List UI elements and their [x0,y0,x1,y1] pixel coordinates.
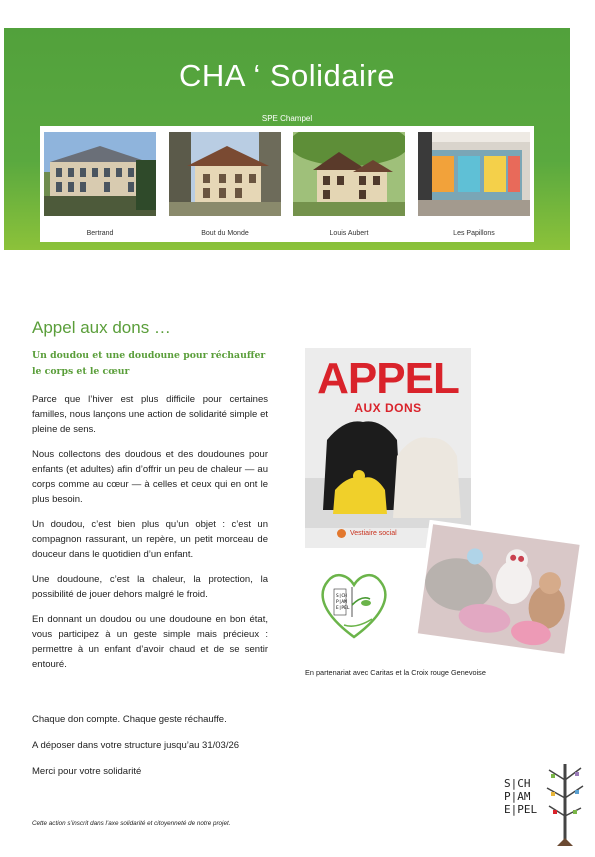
header-banner [4,28,570,250]
deadline-line: A déposer dans votre structure jusqu’au 31/03/26 [32,740,240,751]
footnote: Cette action s’inscrit dans l’axe solidarité et citoyenneté de notre projet. [32,820,231,827]
svg-text:S|CH: S|CH [336,594,347,599]
tree-logo-icon [545,760,585,850]
paragraph: Un doudou, c’est bien plus qu’un objet : c’est un compagnon rassurant, un repère, un petit morceau de douceur dans le quotidien d’un enfant. [32,519,268,560]
appeal-poster [305,348,471,548]
toys-photo [408,520,588,668]
partnership-text: En partenariat avec Caritas et la Croix rouge Genevoise [305,668,486,677]
page-title: CHA ‘ Solidaire [179,58,395,93]
logo-line: E|PEL [504,803,538,816]
photo-bout-du-monde [169,132,281,216]
spe-champel-logo [504,777,538,816]
paragraph: Parce que l’hiver est plus difficile pour certaines familles, nous lançons une action de solidarité simple et pleine de sens. [32,394,268,435]
photo-les-papillons [418,132,530,216]
poster-brand: Vestiaire social [350,530,397,537]
heart-hands-icon [314,565,394,645]
jackets-illustration [305,418,471,528]
paragraph: Nous collectons des doudous et des doudounes pour enfants (et adultes) afin d’offrir un peu de chaleur — au corps comme au cœur — à celles et ceux qui en ont le plus besoin. [32,449,268,505]
closing-line: Chaque don compte. Chaque geste réchauffe. [32,714,227,725]
article-subtitle: Un doudou et une doudoune pour réchauffer le corps et le cœur [32,350,266,377]
photo-caption: Bertrand [86,230,114,237]
photo-strip [40,126,534,242]
photo-bertrand [44,132,156,216]
photo-caption: Bout du Monde [201,230,249,237]
logo-line: P|AM [504,790,531,803]
vestiaire-logo-icon [337,529,346,538]
photo-caption: Louis Aubert [329,230,369,237]
paragraph: Une doudoune, c’est la chaleur, la protection, la possibilité de jouer dehors malgré le froid. [32,574,268,600]
thanks-line: Merci pour votre solidarité [32,766,142,777]
article-body [32,392,268,682]
paragraph: En donnant un doudou ou une doudoune en bon état, vous participez à un geste simple mais précieux : permettre à un enfant d’avoir chaud et de se sentir entouré. [32,614,268,670]
poster-subtitle: AUX DONS [354,401,422,415]
svg-text:P|AM: P|AM [336,600,347,605]
poster-title: APPEL [317,354,459,403]
logo-line: S|CH [504,777,531,790]
photo-louis-aubert [293,132,405,216]
article-title: Appel aux dons … [32,318,171,337]
svg-text:E|PEL: E|PEL [336,606,350,611]
header-subtitle: SPE Champel [261,114,313,123]
photo-caption: Les Papillons [453,230,495,237]
